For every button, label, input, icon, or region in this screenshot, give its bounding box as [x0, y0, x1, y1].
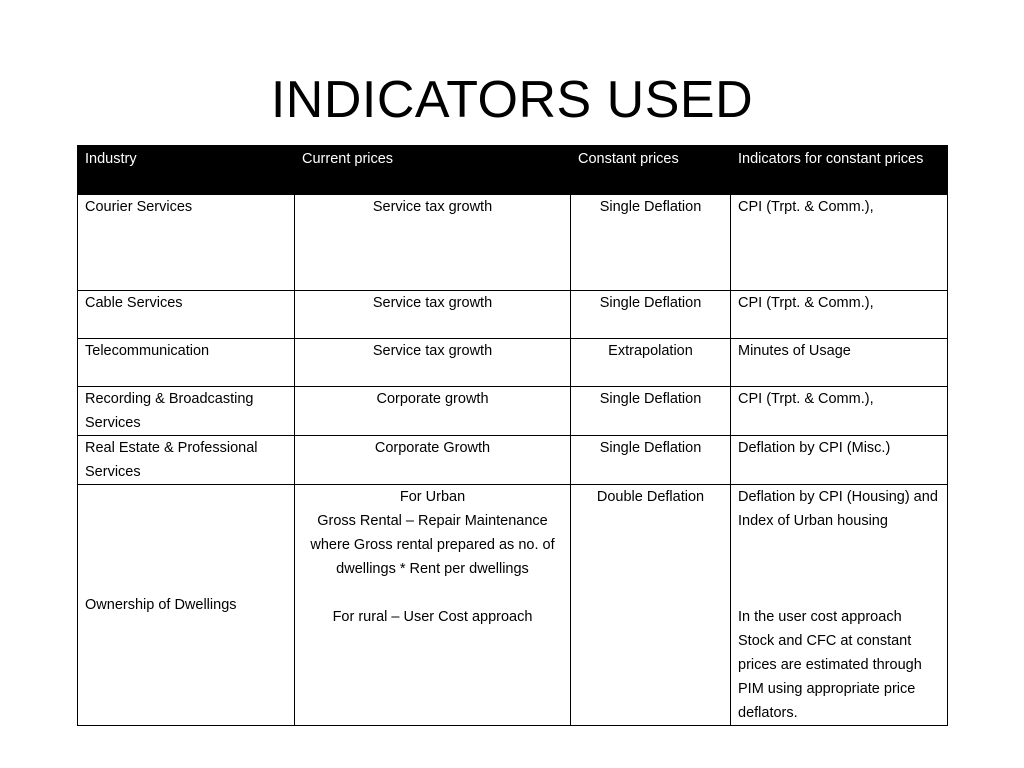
- spacer: [738, 581, 940, 605]
- cell-indicators: [731, 485, 948, 726]
- table-row: [78, 339, 948, 387]
- table-row: [78, 195, 948, 291]
- header-constant-prices: Constant prices: [571, 146, 731, 195]
- cell-industry: Real Estate & Professional Services: [78, 436, 295, 485]
- cell-constant-prices: Single Deflation: [571, 195, 731, 291]
- cell-current-prices: [295, 485, 571, 726]
- cell-industry: Recording & Broadcasting Services: [78, 387, 295, 436]
- cell-current-prices: Service tax growth: [295, 291, 571, 339]
- header-current-prices: Current prices: [295, 146, 571, 195]
- table-row: [78, 485, 948, 726]
- header-industry: Industry: [78, 146, 295, 195]
- table-header: [78, 146, 948, 195]
- cell-indicators: Deflation by CPI (Misc.): [731, 436, 948, 485]
- urban-label: For Urban: [399, 489, 466, 505]
- indicators-note-text: In the user cost approach Stock and CFC at constant prices are estimated through PIM using appropriate price deflators.: [738, 609, 922, 721]
- table-row: [78, 436, 948, 485]
- cell-constant-prices: Extrapolation: [571, 339, 731, 387]
- cell-industry: Courier Services: [78, 195, 295, 291]
- cell-constant-prices: Single Deflation: [571, 291, 731, 339]
- cell-constant-prices: Single Deflation: [571, 387, 731, 436]
- cell-industry: Telecommunication: [78, 339, 295, 387]
- cell-constant-prices: Single Deflation: [571, 436, 731, 485]
- header-indicators: Indicators for constant prices: [731, 146, 948, 195]
- rural-method-text: For rural – User Cost approach: [332, 609, 533, 625]
- spacer: [302, 581, 563, 605]
- cell-industry: [78, 485, 295, 726]
- cell-current-prices: Service tax growth: [295, 195, 571, 291]
- spacer: [738, 557, 940, 581]
- cell-current-prices: Corporate growth: [295, 387, 571, 436]
- cell-industry: Cable Services: [78, 291, 295, 339]
- cell-indicators: CPI (Trpt. & Comm.),: [731, 387, 948, 436]
- slide-title: INDICATORS USED: [270, 71, 754, 129]
- dwellings-industry-label: Ownership of Dwellings: [85, 597, 237, 613]
- cell-constant-prices: Double Deflation: [571, 485, 731, 726]
- urban-method-text: Gross Rental – Repair Maintenance where Gross rental prepared as no. of dwellings * Rent per dwellings: [310, 513, 555, 577]
- table-row: [78, 291, 948, 339]
- cell-indicators: CPI (Trpt. & Comm.),: [731, 195, 948, 291]
- spacer: [738, 533, 940, 557]
- table-row: [78, 387, 948, 436]
- table-body: [78, 195, 948, 726]
- indicators-table: [77, 145, 948, 726]
- indicators-main-text: Deflation by CPI (Housing) and Index of Urban housing: [738, 489, 938, 529]
- cell-indicators: Minutes of Usage: [731, 339, 948, 387]
- cell-indicators: CPI (Trpt. & Comm.),: [731, 291, 948, 339]
- cell-current-prices: Service tax growth: [295, 339, 571, 387]
- header-row: [78, 146, 948, 195]
- cell-current-prices: Corporate Growth: [295, 436, 571, 485]
